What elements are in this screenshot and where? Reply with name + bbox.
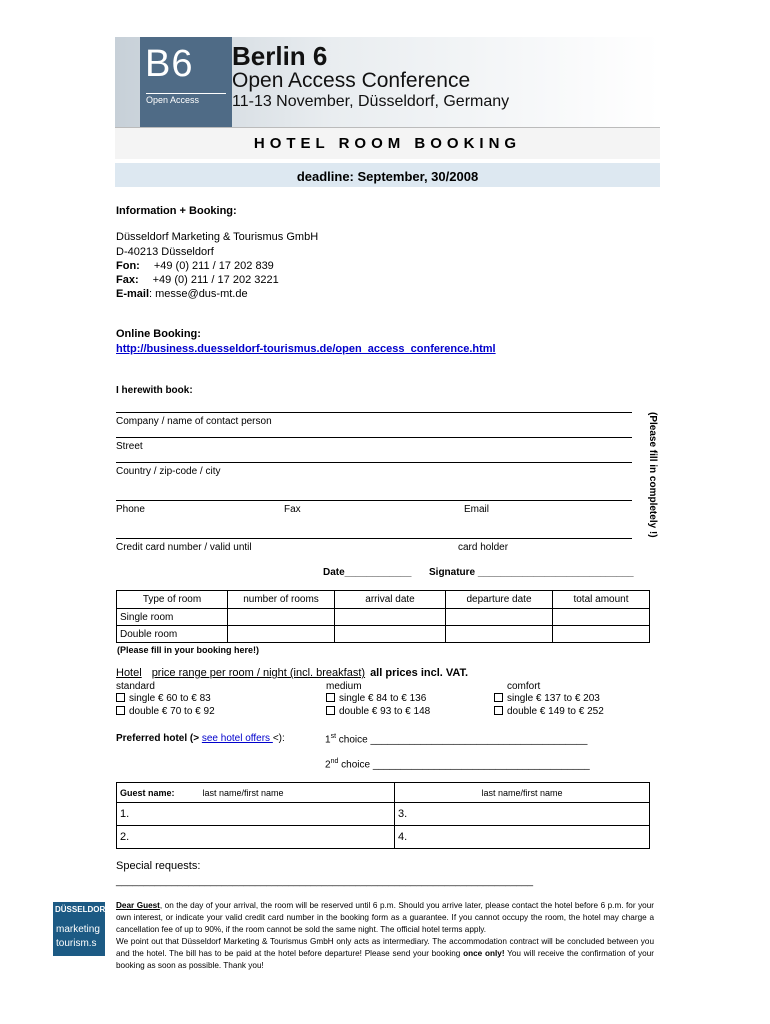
second-choice[interactable] — [325, 758, 590, 770]
second-choice-num: 2 — [325, 759, 331, 771]
guest-3[interactable]: 3. — [395, 803, 650, 826]
fon-label: Fon: — [116, 260, 140, 272]
guest-4[interactable]: 4. — [395, 826, 650, 849]
fax-field-label: Fax — [284, 504, 301, 515]
double-arrival-cell[interactable] — [335, 626, 446, 643]
banner-title: Berlin 6 — [232, 41, 328, 71]
b6-logo — [140, 37, 232, 127]
fon-value: +49 (0) 211 / 17 202 839 — [153, 260, 274, 272]
header-number-rooms: number of rooms — [228, 591, 335, 609]
guest-col1: last name/first name — [202, 787, 284, 798]
company-line[interactable] — [116, 412, 632, 413]
standard-double[interactable] — [116, 706, 215, 717]
single-departure-cell[interactable] — [446, 609, 553, 626]
special-requests-line[interactable]: ___________________________________________________________________________ — [116, 876, 534, 887]
header-departure: departure date — [446, 591, 553, 609]
street-line[interactable] — [116, 437, 632, 438]
standard-single-text: single € 60 to € 83 — [129, 693, 211, 704]
logo2-line2: marketing — [56, 924, 100, 935]
logo2-line1: DÜSSELDORF — [55, 905, 111, 914]
logo-subtext: Open Access — [146, 95, 200, 105]
guest-table — [116, 782, 650, 849]
row-single-room: Single room — [117, 609, 228, 626]
deadline: deadline: September, 30/2008 — [296, 169, 479, 184]
banner-subtitle: Open Access Conference — [232, 69, 471, 92]
country-line[interactable] — [116, 462, 632, 463]
guest-1[interactable]: 1. — [117, 803, 395, 826]
second-choice-text: choice _______________________________________ — [338, 759, 590, 771]
medium-single[interactable] — [326, 693, 426, 704]
double-departure-cell[interactable] — [446, 626, 553, 643]
medium-double[interactable] — [326, 706, 430, 717]
comfort-single-text: single € 137 to € 203 — [507, 693, 600, 704]
info-heading: Information + Booking: — [116, 205, 237, 217]
email-label: E-mail — [116, 288, 150, 300]
medium-label: medium — [326, 681, 362, 692]
price-vat: all prices incl. VAT. — [370, 667, 469, 679]
info-fax — [116, 274, 279, 286]
hotel-offers-link[interactable]: see hotel offers — [201, 733, 273, 744]
notice-p3: You will receive the confirmation of your booking as soon as possible. Thank you! — [116, 949, 654, 970]
signature-field[interactable]: Signature ____________________________ — [429, 567, 634, 578]
company-label: Company / name of contact person — [116, 416, 272, 427]
book-heading: I herewith book: — [116, 385, 193, 396]
room-table — [116, 590, 650, 643]
phone-label: Phone — [116, 504, 145, 515]
country-label: Country / zip-code / city — [116, 466, 221, 477]
standard-single[interactable] — [116, 693, 211, 704]
single-total-cell[interactable] — [553, 609, 650, 626]
double-number-cell[interactable] — [228, 626, 335, 643]
header-room-type: Type of room — [117, 591, 228, 609]
double-total-cell[interactable] — [553, 626, 650, 643]
row-double-room: Double room — [117, 626, 228, 643]
conference-banner — [115, 37, 660, 127]
form-title: HOTEL ROOM BOOKING — [253, 135, 522, 152]
checkbox-icon — [116, 693, 125, 702]
logo-text: B6 — [145, 43, 194, 85]
form-title-row — [115, 127, 660, 159]
header-arrival: arrival date — [335, 591, 446, 609]
price-range: price range per room / night (incl. breakfast) — [151, 667, 366, 679]
logo-divider — [146, 93, 226, 94]
first-choice-text: choice _______________________________________ — [336, 734, 588, 746]
comfort-label: comfort — [507, 681, 541, 692]
comfort-double-text: double € 149 to € 252 — [507, 706, 604, 717]
preferred-label-end: <): — [272, 733, 285, 744]
guest-label: Guest name: — [120, 787, 175, 798]
comfort-double[interactable] — [494, 706, 604, 717]
preferred-hotel — [116, 733, 285, 744]
info-address: D-40213 Düsseldorf — [116, 246, 214, 258]
medium-single-text: single € 84 to € 136 — [339, 693, 427, 704]
price-heading — [116, 667, 468, 679]
comfort-single[interactable] — [494, 693, 600, 704]
banner-dates: 11-13 November, Düsseldorf, Germany — [232, 93, 510, 110]
checkbox-icon — [116, 706, 125, 715]
room-table-note: (Please fill in your booking here!) — [117, 645, 260, 655]
date-field[interactable]: Date____________ — [323, 567, 412, 578]
first-choice-sup: st — [330, 733, 337, 740]
checkbox-icon — [326, 706, 335, 715]
first-choice[interactable] — [325, 733, 587, 745]
guest-col2: last name/first name — [395, 783, 650, 803]
phone-line[interactable] — [116, 500, 632, 501]
notice-p1: , on the day of your arrival, the room will be reserved until 6 p.m. Should you arrive later, please contact the hotel before 6 p.m. for your own interest, or indicate your valid credit card number in the booking form as a guarantee. If you cannot occupy the room, the hotel may charge a cancellation fee of up to 90%, if the room cannot be sold the same night. The official hotel terms apply. — [116, 901, 654, 934]
notice-once: once only! — [463, 949, 505, 958]
fax-label: Fax: — [116, 274, 139, 286]
duesseldorf-logo — [53, 902, 111, 956]
guest-header-left — [117, 783, 395, 803]
price-hotel: Hotel — [116, 667, 142, 679]
email-value: : messe@dus-mt.de — [149, 288, 248, 300]
deadline-row — [115, 163, 660, 187]
header-total: total amount — [553, 591, 650, 609]
fax-value: +49 (0) 211 / 17 202 3221 — [152, 274, 279, 286]
single-arrival-cell[interactable] — [335, 609, 446, 626]
email-field-label: Email — [464, 504, 490, 515]
checkbox-icon — [326, 693, 335, 702]
side-note — [646, 412, 660, 542]
notice-p2: We point out that Düsseldorf Marketing & Tourismus GmbH only acts as intermediary. The accommodation contract will be concluded between you and the hotel. The bill has to be paid at the hotel before departure! Please send your booking — [116, 937, 654, 958]
online-booking-link[interactable]: http://business.duesseldorf-tourismus.de/open_access_conference.html — [116, 343, 496, 355]
guest-2[interactable]: 2. — [117, 826, 395, 849]
logo2-line3: tourism.s — [56, 938, 97, 949]
side-note-text: (Please fill in completely !) — [647, 412, 658, 538]
guest-notice — [116, 900, 654, 972]
medium-double-text: double € 93 to € 148 — [339, 706, 431, 717]
info-email — [116, 288, 248, 300]
info-company: Düsseldorf Marketing & Tourismus GmbH — [116, 231, 319, 243]
standard-double-text: double € 70 to € 92 — [129, 706, 215, 717]
street-label: Street — [116, 441, 143, 452]
card-label: Credit card number / valid until — [116, 542, 252, 553]
card-line[interactable] — [116, 538, 632, 539]
first-choice-num: 1 — [325, 734, 331, 746]
checkbox-icon — [494, 706, 503, 715]
online-heading: Online Booking: — [116, 328, 201, 340]
holder-label: card holder — [458, 542, 509, 553]
special-requests-label: Special requests: — [116, 860, 201, 872]
notice-dear: Dear Guest — [116, 901, 160, 910]
single-number-cell[interactable] — [228, 609, 335, 626]
info-fon — [116, 260, 274, 272]
checkbox-icon — [494, 693, 503, 702]
standard-label: standard — [116, 681, 155, 692]
preferred-label: Preferred hotel (> — [116, 733, 202, 744]
second-choice-sup: nd — [330, 758, 339, 765]
